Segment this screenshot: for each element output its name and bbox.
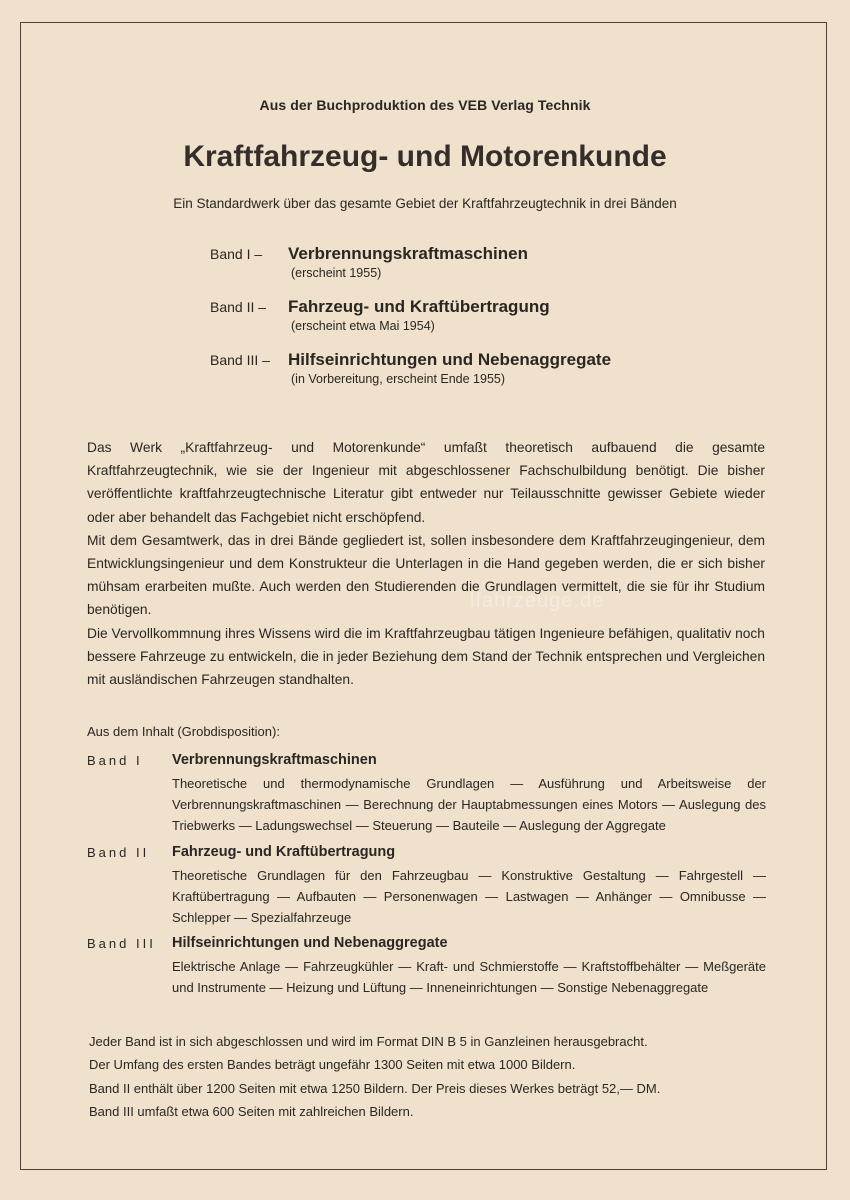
subtitle: Ein Standardwerk über das gesamte Gebiet der Kraftfahrzeugtechnik in drei Bänden xyxy=(173,196,677,211)
contents-label: Band I xyxy=(87,753,143,768)
contents-name: Fahrzeug- und Kraftübertragung xyxy=(172,844,396,860)
footer-line: Band II enthält über 1200 Seiten mit etwa 1250 Bildern. Der Preis dieses Werkes beträgt 52,— DM. xyxy=(89,1080,661,1096)
volume-entry xyxy=(210,350,770,386)
contents-label: Band II xyxy=(87,845,150,860)
contents-name: Hilfseinrichtungen und Nebenaggregate xyxy=(172,935,448,951)
paragraph: Das Werk „Kraftfahrzeug- und Motorenkunde“ umfaßt theoretisch aufbauend die gesamte Kraftfahrzeugtechnik, wie sie der Ingenieur mit abgeschlossener Fachschulbildung benötigt. Die bisher veröffentlichte kraftfahrzeugtechnische Literatur gibt entweder nur Teilausschnitte gewisser Gebiete wieder oder aber behandelt das Fachgebiet nicht erschöpfend. xyxy=(87,440,765,525)
page-title: Kraftfahrzeug- und Motorenkunde xyxy=(183,140,667,173)
volume-name: Fahrzeug- und Kraftübertragung xyxy=(288,297,550,316)
volume-label: Band I – xyxy=(210,246,263,262)
footer-line: Band III umfaßt etwa 600 Seiten mit zahlreichen Bildern. xyxy=(89,1103,414,1119)
watermark: lfahrzeuge.de xyxy=(470,590,605,612)
paragraph: Mit dem Gesamtwerk, das in drei Bände gegliedert ist, sollen insbesondere dem Kraftfahrzeugingenieur, dem Entwicklungsingenieur und dem Konstrukteur die Unterlagen in die Hand gegeben werden, die er sich bisher mühsam erarbeiten mußte. Auch werden den Studierenden die Grundlagen vermittelt, die sie für ihr Studium benötigen. xyxy=(87,532,765,618)
volume-label: Band II – xyxy=(210,299,267,315)
volume-name: Verbrennungskraftmaschinen xyxy=(288,244,528,263)
volume-note: (erscheint etwa Mai 1954) xyxy=(291,319,435,333)
contents-desc: Theoretische Grundlagen für den Fahrzeugbau — Konstruktive Gestaltung — Fahrgestell — Kraftübertragung — Aufbauten — Personenwagen — Lastwagen — Anhänger — Omnibusse — Schlepper — Spezialfahrzeuge xyxy=(172,868,766,925)
footer-line: Jeder Band ist in sich abgeschlossen und wird im Format DIN B 5 in Ganzleinen herausgebracht. xyxy=(89,1034,648,1049)
volume-label: Band III – xyxy=(210,352,270,368)
volume-note: (in Vorbereitung, erscheint Ende 1955) xyxy=(291,372,506,386)
volume-entry xyxy=(210,244,770,280)
description-text xyxy=(87,436,765,691)
volume-entry xyxy=(210,297,770,333)
volume-name: Hilfseinrichtungen und Nebenaggregate xyxy=(288,350,612,369)
paragraph: Die Vervollkommnung ihres Wissens wird die im Kraftfahrzeugbau tätigen Ingenieure befähigen, qualitativ noch bessere Fahrzeuge zu entwickeln, die in jeder Beziehung dem Stand der Technik entsprechen und Vergleichen mit ausländischen Fahrzeugen standhalten. xyxy=(87,625,765,688)
contents-desc: Elektrische Anlage — Fahrzeugkühler — Kraft- und Schmierstoffe — Kraftstoffbehälter — Meßgeräte und Instrumente — Heizung und Lüftung — Inneneinrichtungen — Sonstige Nebenaggregate xyxy=(172,959,766,995)
footer-notes xyxy=(89,1030,769,1123)
footer-line: Der Umfang des ersten Bandes beträgt ungefähr 1300 Seiten mit etwa 1000 Bildern. xyxy=(89,1057,576,1073)
contents-heading: Aus dem Inhalt (Grobdisposition): xyxy=(87,724,280,739)
contents-desc: Theoretische und thermodynamische Grundlagen — Ausführung und Arbeitsweise der Verbrennungskraftmaschinen — Berechnung der Hauptabmessungen eines Motors — Auslegung des Triebwerks — Ladungswechsel — Steuerung — Bauteile — Auslegung der Aggregate xyxy=(172,776,766,833)
volume-note: (erscheint 1955) xyxy=(291,266,382,280)
publisher-line: Aus der Buchproduktion des VEB Verlag Technik xyxy=(259,97,591,113)
contents-name: Verbrennungskraftmaschinen xyxy=(172,752,377,768)
contents-label: Band III xyxy=(87,936,156,951)
